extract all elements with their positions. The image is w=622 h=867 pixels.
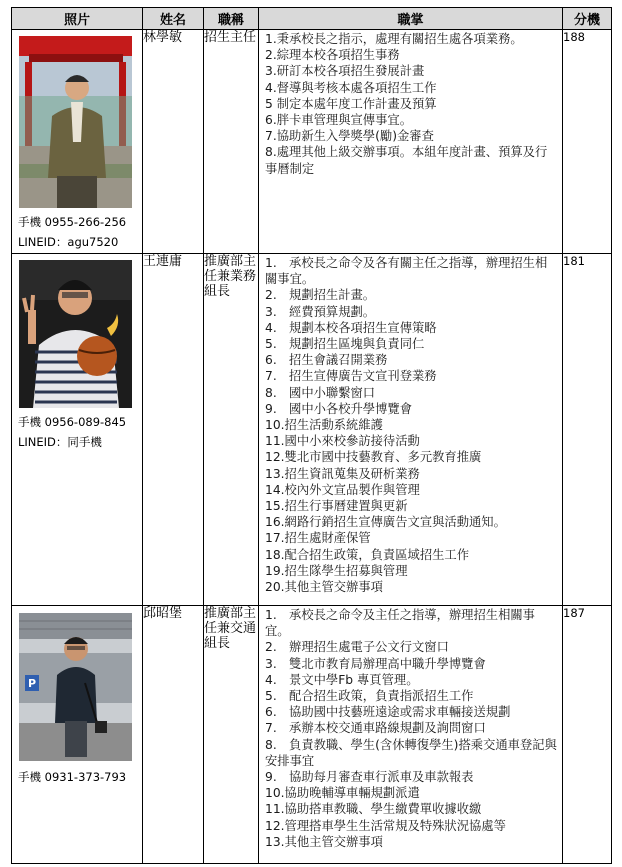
duty-item: 1.秉承校長之指示，處理有關招生處各項業務。 bbox=[265, 32, 523, 46]
duty-item: 7. 招生宣傳廣告文宣刊登業務 bbox=[265, 369, 437, 384]
duty-item: 6.胖卡車管理與宣傳事宜。 bbox=[265, 113, 412, 128]
duty-item: 2.綜理本校各項招生事務 bbox=[265, 48, 400, 63]
contact-phone: 手機 0931-373-793 bbox=[18, 770, 127, 784]
staff-row bbox=[12, 30, 612, 254]
duty-item: 11.國中小來校參訪接待活動 bbox=[265, 434, 420, 449]
duty-item: 15.招生行事曆建置與更新 bbox=[265, 499, 408, 514]
duty-item: 13.其他主管交辦事項 bbox=[265, 834, 383, 849]
staff-photo bbox=[19, 36, 132, 208]
staff-ext: 187 bbox=[563, 606, 612, 864]
staff-name: 王連庸 bbox=[143, 254, 204, 606]
header-ext: 分機 bbox=[563, 8, 612, 30]
duty-item: 19.招生隊學生招募與管理 bbox=[265, 563, 408, 578]
staff-name: 邱昭堡 bbox=[143, 606, 204, 864]
duty-item: 8. 國中小聯繫窗口 bbox=[265, 385, 376, 400]
duty-item: 12.雙北市國中技藝教育、多元教育推廣 bbox=[265, 450, 482, 465]
duty-item: 8.處理其他上級交辦事項。本組年度計畫、預算及行事曆制定 bbox=[265, 145, 548, 176]
duty-item: 10.協助晚輔導車輛規劃派遣 bbox=[265, 786, 420, 801]
duty-item: 3. 雙北市教育局辦理高中職升學博覽會 bbox=[265, 656, 486, 671]
duty-item: 18.配合招生政策，負責區域招生工作 bbox=[265, 547, 470, 562]
duty-item: 9. 國中小各校升學博覽會 bbox=[265, 401, 412, 416]
duty-item: 5. 配合招生政策，負責指派招生工作 bbox=[265, 689, 474, 704]
contact-lineid: LINEID：同手機 bbox=[18, 435, 102, 449]
duties-list bbox=[259, 606, 562, 850]
staff-title: 招生主任 bbox=[204, 30, 259, 254]
duty-item: 10.招生活動系統維護 bbox=[265, 418, 383, 433]
photo-cell bbox=[12, 254, 143, 606]
duties-cell bbox=[259, 606, 563, 864]
staff-row bbox=[12, 254, 612, 606]
duty-item: 5. 規劃招生區塊與負責同仁 bbox=[265, 337, 425, 352]
duty-item: 6. 招生會議召開業務 bbox=[265, 353, 388, 368]
contact-phone: 手機 0955-266-256 bbox=[18, 215, 127, 229]
staff-row bbox=[12, 606, 612, 864]
svg-text:P: P bbox=[28, 677, 37, 690]
duty-item: 3. 經費預算規劃。 bbox=[265, 304, 376, 319]
duty-item: 2. 規劃招生計畫。 bbox=[265, 288, 376, 303]
duty-item: 9. 協助每月審查車行派車及車款報表 bbox=[265, 770, 474, 785]
header-row bbox=[12, 8, 612, 30]
photo-cell bbox=[12, 606, 143, 864]
duty-item: 6. 協助國中技藝班遠途或需求車輛接送規劃 bbox=[265, 705, 511, 720]
duty-item: 1. 承校長之命令及主任之指導，辦理招生相關事宜。 bbox=[265, 608, 535, 639]
contact-phone: 手機 0956-089-845 bbox=[18, 415, 127, 429]
photo-cell bbox=[12, 30, 143, 254]
duty-item: 13.招生資訊蒐集及研析業務 bbox=[265, 466, 420, 481]
duty-item: 20.其他主管交辦事項 bbox=[265, 580, 383, 595]
duty-item: 4. 景文中學Fb 專頁管理。 bbox=[265, 672, 419, 687]
duty-item: 17.招生處財產保管 bbox=[265, 531, 371, 546]
duty-item: 1. 承校長之命令及各有關主任之指導，辦理招生相關事宜。 bbox=[265, 256, 548, 287]
duties-list bbox=[259, 30, 562, 177]
duty-item: 4. 規劃本校各項招生宣傳策略 bbox=[265, 320, 437, 335]
header-title: 職稱 bbox=[204, 8, 259, 30]
staff-ext: 181 bbox=[563, 254, 612, 606]
staff-photo bbox=[19, 260, 132, 408]
duty-item: 3.研訂本校各項招生發展計畫 bbox=[265, 64, 425, 79]
staff-ext: 188 bbox=[563, 30, 612, 254]
duty-item: 7.協助新生入學獎學(勵)金審查 bbox=[265, 129, 434, 144]
duty-item: 5 制定本處年度工作計畫及預算 bbox=[265, 96, 437, 111]
contact-lineid: LINEID：agu7520 bbox=[18, 235, 119, 249]
staff-photo bbox=[19, 613, 132, 761]
duty-item: 8. 負責教職、學生(含休轉復學生)搭乘交通車登記與安排事宜 bbox=[265, 737, 557, 768]
duty-item: 2. 辦理招生處電子公文行文窗口 bbox=[265, 640, 449, 655]
staff-title: 推廣部主任兼業務組長 bbox=[204, 254, 259, 606]
duty-item: 14.校內外文宣品製作與管理 bbox=[265, 482, 420, 497]
staff-title: 推廣部主任兼交通組長 bbox=[204, 606, 259, 864]
duty-item: 12.管理搭車學生生活常規及特殊狀況協處等 bbox=[265, 818, 506, 833]
duties-cell bbox=[259, 30, 563, 254]
duty-item: 16.網路行銷招生宣傳廣告文宣與活動通知。 bbox=[265, 515, 506, 530]
header-name: 姓名 bbox=[143, 8, 204, 30]
duty-item: 11.協助搭車教職、學生繳費單收據收繳 bbox=[265, 802, 482, 817]
duty-item: 7. 承辦本校交通車路線規劃及詢問窗口 bbox=[265, 721, 486, 736]
staff-table bbox=[11, 7, 612, 864]
duties-list bbox=[259, 254, 562, 595]
duties-cell bbox=[259, 254, 563, 606]
header-photo: 照片 bbox=[12, 8, 143, 30]
staff-name: 林學敏 bbox=[143, 30, 204, 254]
duty-item: 4.督導與考核本處各項招生工作 bbox=[265, 80, 437, 95]
header-duties: 職掌 bbox=[259, 8, 563, 30]
